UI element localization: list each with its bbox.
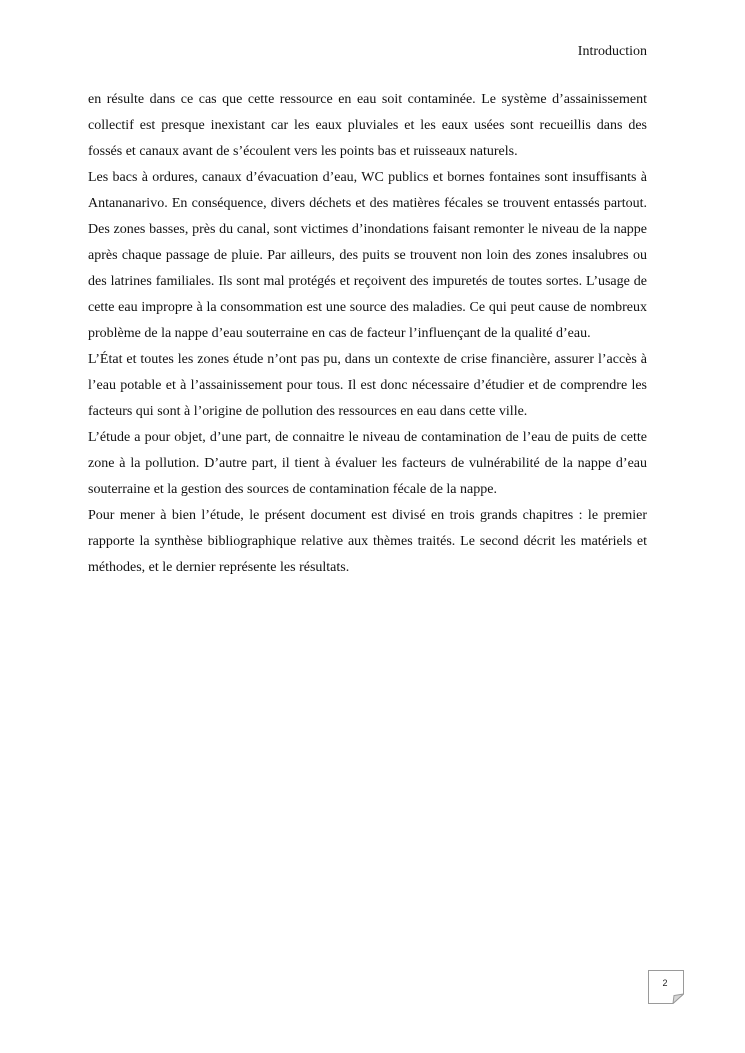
paragraph: Les bacs à ordures, canaux d’évacuation d’eau, WC publics et bornes fontaines sont insuffisants à Antananarivo. En conséquence, divers déchets et des matières fécales se trouvent entassés partout. Des zones basses, près du canal, sont victimes d’inondations faisant remonter le niveau de la nappe après chaque passage de pluie. Par ailleurs, des puits se trouvent non loin des zones insalubres ou des latrines familiales. Ils sont mal protégés et reçoivent des impuretés de toutes sortes. L’usage de cette eau impropre à la consommation est une source des maladies. Ce qui peut cause de nombreux problème de la nappe d’eau souterraine en cas de facteur l’influençant de la qualité d’eau. <box>88 170 647 341</box>
paragraph: L’étude a pour objet, d’une part, de connaitre le niveau de contamination de l’eau de puits de cette zone à la pollution. D’autre part, il tient à évaluer les facteurs de vulnérabilité de la nappe d’eau souterraine et la gestion des sources de contamination fécale de la nappe. <box>88 430 647 497</box>
paragraph: en résulte dans ce cas que cette ressource en eau soit contaminée. Le système d’assainissement collectif est presque inexistant car les eaux pluviales et les eaux usées sont recueillis dans des fossés et canaux avant de s’écoulent vers les points bas et ruisseaux naturels. <box>88 92 647 159</box>
paragraph: Pour mener à bien l’étude, le présent document est divisé en trois grands chapitres : le premier rapporte la synthèse bibliographique relative aux thèmes traités. Le second décrit les matériels et méthodes, et le dernier représente les résultats. <box>88 508 647 575</box>
running-header: Introduction <box>577 44 647 59</box>
document-body <box>88 87 647 581</box>
page-number: 2 <box>662 978 668 988</box>
page-number-badge <box>648 970 684 1004</box>
paragraph: L’État et toutes les zones étude n’ont pas pu, dans un contexte de crise financière, assurer l’accès à l’eau potable et à l’assainissement pour tous. Il est donc nécessaire d’étudier et de comprendre les facteurs qui sont à l’origine de pollution des ressources en eau dans cette ville. <box>88 352 647 419</box>
